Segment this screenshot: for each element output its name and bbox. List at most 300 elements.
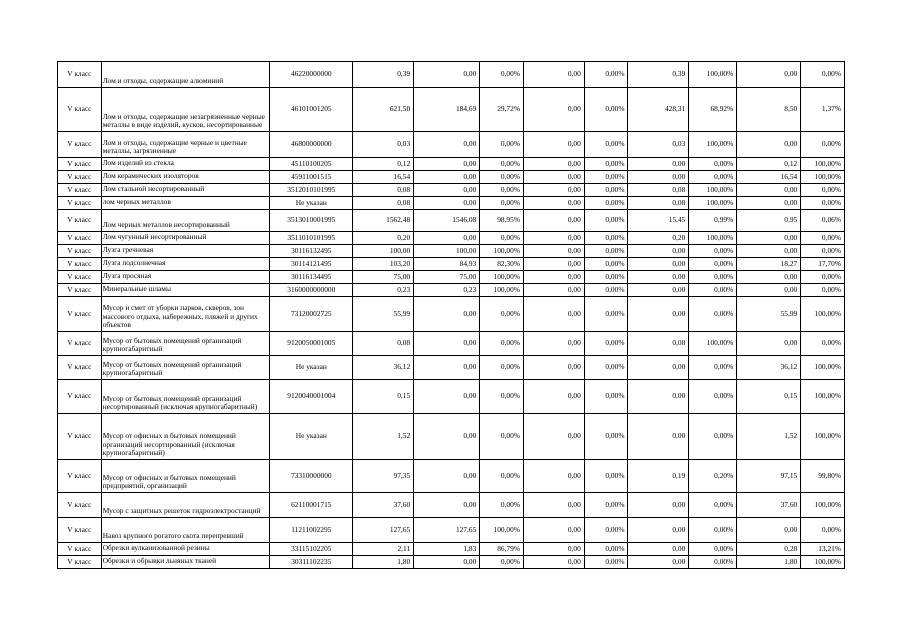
waste-name-cell: Лом стальной несортированный — [101, 184, 269, 197]
disposed-amount-cell: 0,00 — [737, 62, 801, 88]
fkko-code-cell: 30311102235 — [270, 556, 353, 569]
disposed-percent-cell: 100,00% — [801, 297, 845, 332]
fkko-code-cell: 33115102205 — [270, 543, 353, 556]
table-row — [58, 88, 845, 132]
transferred-amount-cell: 0,08 — [628, 197, 689, 210]
transferred-amount-cell: 0,00 — [628, 543, 689, 556]
transferred-percent-cell: 0,00% — [689, 493, 737, 518]
transferred-percent-cell: 0,99% — [689, 210, 737, 232]
table-row — [58, 210, 845, 232]
neutralized-percent-cell: 0,00% — [584, 171, 628, 184]
transferred-percent-cell: 0,00% — [689, 556, 737, 569]
fkko-code-cell: 73310000000 — [270, 460, 353, 493]
neutralized-amount-cell: 0,00 — [523, 556, 584, 569]
table-row — [58, 258, 845, 271]
waste-name-cell: Лом и отходы, содержащие алюминий — [101, 62, 269, 88]
neutralized-percent-cell: 0,00% — [584, 543, 628, 556]
disposed-amount-cell: 0,28 — [737, 543, 801, 556]
transferred-amount-cell: 0,00 — [628, 245, 689, 258]
table-row — [58, 414, 845, 460]
hazard-class-cell: V класс — [58, 245, 102, 258]
disposed-percent-cell: 100,00% — [801, 380, 845, 414]
waste-name-cell: Лом черных металлов несортированный — [101, 210, 269, 232]
total-amount-cell: 127,65 — [353, 518, 414, 543]
neutralized-percent-cell: 0,00% — [584, 271, 628, 284]
total-amount-cell: 0,15 — [353, 380, 414, 414]
neutralized-percent-cell: 0,00% — [584, 556, 628, 569]
fkko-code-cell: 11211002295 — [270, 518, 353, 543]
waste-name-cell: Обрезки вулканизованной резины — [101, 543, 269, 556]
utilized-percent-cell: 0,00% — [480, 158, 524, 171]
disposed-percent-cell: 0,00% — [801, 518, 845, 543]
utilized-amount-cell: 0,00 — [414, 184, 480, 197]
neutralized-amount-cell: 0,00 — [523, 271, 584, 284]
table-row — [58, 518, 845, 543]
hazard-class-cell: V класс — [58, 493, 102, 518]
hazard-class-cell: V класс — [58, 184, 102, 197]
transferred-amount-cell: 0,00 — [628, 518, 689, 543]
table-row — [58, 493, 845, 518]
neutralized-percent-cell: 0,00% — [584, 62, 628, 88]
table-row — [58, 380, 845, 414]
transferred-percent-cell: 100,00% — [689, 197, 737, 210]
total-amount-cell: 0,12 — [353, 158, 414, 171]
hazard-class-cell: V класс — [58, 258, 102, 271]
waste-name-cell: Лузга гречневая — [101, 245, 269, 258]
waste-name-cell: Мусор с защитных решеток гидроэлектростанций — [101, 493, 269, 518]
fkko-code-cell: Не указан — [270, 197, 353, 210]
total-amount-cell: 1,80 — [353, 556, 414, 569]
transferred-amount-cell: 0,00 — [628, 284, 689, 297]
total-amount-cell: 2,11 — [353, 543, 414, 556]
waste-name-cell: Лузга подсолнечная — [101, 258, 269, 271]
transferred-amount-cell: 0,00 — [628, 414, 689, 460]
transferred-amount-cell: 428,31 — [628, 88, 689, 132]
hazard-class-cell: V класс — [58, 62, 102, 88]
neutralized-amount-cell: 0,00 — [523, 132, 584, 158]
utilized-percent-cell: 0,00% — [480, 414, 524, 460]
fkko-code-cell: 3512010101995 — [270, 184, 353, 197]
utilized-amount-cell: 184,69 — [414, 88, 480, 132]
transferred-percent-cell: 100,00% — [689, 184, 737, 197]
total-amount-cell: 0,08 — [353, 184, 414, 197]
hazard-class-cell: V класс — [58, 543, 102, 556]
neutralized-amount-cell: 0,00 — [523, 284, 584, 297]
waste-name-cell: Лом изделий из стекла — [101, 158, 269, 171]
neutralized-amount-cell: 0,00 — [523, 332, 584, 356]
neutralized-amount-cell: 0,00 — [523, 356, 584, 380]
disposed-percent-cell: 100,00% — [801, 414, 845, 460]
utilized-percent-cell: 0,00% — [480, 332, 524, 356]
disposed-percent-cell: 17,70% — [801, 258, 845, 271]
total-amount-cell: 0,08 — [353, 332, 414, 356]
hazard-class-cell: V класс — [58, 158, 102, 171]
neutralized-percent-cell: 0,00% — [584, 380, 628, 414]
waste-table — [57, 61, 845, 569]
disposed-percent-cell: 100,00% — [801, 171, 845, 184]
utilized-amount-cell: 0,00 — [414, 414, 480, 460]
fkko-code-cell: Не указан — [270, 356, 353, 380]
neutralized-amount-cell: 0,00 — [523, 232, 584, 245]
utilized-percent-cell: 82,30% — [480, 258, 524, 271]
disposed-percent-cell: 100,00% — [801, 493, 845, 518]
waste-name-cell: Мусор от бытовых помещений организаций крупногабаритный — [101, 356, 269, 380]
hazard-class-cell: V класс — [58, 271, 102, 284]
utilized-percent-cell: 100,00% — [480, 271, 524, 284]
transferred-percent-cell: 0,00% — [689, 245, 737, 258]
table-row — [58, 245, 845, 258]
neutralized-amount-cell: 0,00 — [523, 380, 584, 414]
neutralized-percent-cell: 0,00% — [584, 284, 628, 297]
disposed-amount-cell: 0,00 — [737, 197, 801, 210]
neutralized-amount-cell: 0,00 — [523, 460, 584, 493]
transferred-amount-cell: 0,00 — [628, 380, 689, 414]
hazard-class-cell: V класс — [58, 380, 102, 414]
transferred-amount-cell: 0,19 — [628, 460, 689, 493]
transferred-percent-cell: 0,00% — [689, 414, 737, 460]
utilized-amount-cell: 84,93 — [414, 258, 480, 271]
transferred-amount-cell: 0,00 — [628, 158, 689, 171]
total-amount-cell: 0,03 — [353, 132, 414, 158]
transferred-amount-cell: 0,08 — [628, 184, 689, 197]
hazard-class-cell: V класс — [58, 284, 102, 297]
table-row — [58, 184, 845, 197]
disposed-amount-cell: 0,95 — [737, 210, 801, 232]
disposed-percent-cell: 0,06% — [801, 210, 845, 232]
hazard-class-cell: V класс — [58, 197, 102, 210]
fkko-code-cell: 3511010101995 — [270, 232, 353, 245]
waste-table-sheet — [57, 61, 845, 569]
utilized-percent-cell: 100,00% — [480, 245, 524, 258]
waste-name-cell: Лузга просяная — [101, 271, 269, 284]
neutralized-percent-cell: 0,00% — [584, 184, 628, 197]
neutralized-percent-cell: 0,00% — [584, 245, 628, 258]
neutralized-amount-cell: 0,00 — [523, 297, 584, 332]
waste-name-cell: Минеральные шламы — [101, 284, 269, 297]
neutralized-percent-cell: 0,00% — [584, 460, 628, 493]
transferred-percent-cell: 0,00% — [689, 380, 737, 414]
table-row — [58, 62, 845, 88]
transferred-amount-cell: 0,08 — [628, 332, 689, 356]
disposed-percent-cell: 100,00% — [801, 158, 845, 171]
transferred-percent-cell: 0,00% — [689, 518, 737, 543]
neutralized-amount-cell: 0,00 — [523, 158, 584, 171]
disposed-percent-cell: 0,00% — [801, 284, 845, 297]
utilized-amount-cell: 0,00 — [414, 332, 480, 356]
neutralized-percent-cell: 0,00% — [584, 197, 628, 210]
utilized-percent-cell: 100,00% — [480, 518, 524, 543]
table-row — [58, 197, 845, 210]
neutralized-amount-cell: 0,00 — [523, 184, 584, 197]
utilized-amount-cell: 1546,08 — [414, 210, 480, 232]
neutralized-amount-cell: 0,00 — [523, 543, 584, 556]
neutralized-percent-cell: 0,00% — [584, 158, 628, 171]
disposed-percent-cell: 100,00% — [801, 556, 845, 569]
waste-name-cell: Лом и отходы, содержащие черные и цветные металлы, загрязненные — [101, 132, 269, 158]
transferred-percent-cell: 0,00% — [689, 271, 737, 284]
disposed-percent-cell: 0,00% — [801, 271, 845, 284]
hazard-class-cell: V класс — [58, 518, 102, 543]
waste-name-cell: Мусор и смет от уборки парков, скверов, зон массового отдыха, набережных, пляжей и других объектов — [101, 297, 269, 332]
neutralized-percent-cell: 0,00% — [584, 518, 628, 543]
transferred-percent-cell: 0,20% — [689, 460, 737, 493]
table-row — [58, 297, 845, 332]
utilized-percent-cell: 0,00% — [480, 171, 524, 184]
utilized-percent-cell: 29,72% — [480, 88, 524, 132]
disposed-amount-cell: 0,15 — [737, 380, 801, 414]
table-body — [58, 62, 845, 569]
fkko-code-cell: 3160000000000 — [270, 284, 353, 297]
disposed-percent-cell: 13,21% — [801, 543, 845, 556]
table-row — [58, 171, 845, 184]
utilized-amount-cell: 0,00 — [414, 493, 480, 518]
disposed-amount-cell: 36,12 — [737, 356, 801, 380]
fkko-code-cell: 30114121495 — [270, 258, 353, 271]
total-amount-cell: 36,12 — [353, 356, 414, 380]
disposed-amount-cell: 0,00 — [737, 132, 801, 158]
total-amount-cell: 621,50 — [353, 88, 414, 132]
disposed-amount-cell: 0,00 — [737, 284, 801, 297]
neutralized-amount-cell: 0,00 — [523, 197, 584, 210]
hazard-class-cell: V класс — [58, 210, 102, 232]
total-amount-cell: 1562,48 — [353, 210, 414, 232]
disposed-amount-cell: 16,54 — [737, 171, 801, 184]
fkko-code-cell: 46220000000 — [270, 62, 353, 88]
total-amount-cell: 0,23 — [353, 284, 414, 297]
transferred-amount-cell: 0,00 — [628, 271, 689, 284]
total-amount-cell: 37,60 — [353, 493, 414, 518]
waste-name-cell: Лом керамических изоляторов — [101, 171, 269, 184]
utilized-percent-cell: 100,00% — [480, 284, 524, 297]
utilized-amount-cell: 1,83 — [414, 543, 480, 556]
fkko-code-cell: 9120050001005 — [270, 332, 353, 356]
hazard-class-cell: V класс — [58, 232, 102, 245]
hazard-class-cell: V класс — [58, 460, 102, 493]
hazard-class-cell: V класс — [58, 332, 102, 356]
hazard-class-cell: V класс — [58, 171, 102, 184]
disposed-amount-cell: 37,60 — [737, 493, 801, 518]
utilized-percent-cell: 0,00% — [480, 356, 524, 380]
table-row — [58, 332, 845, 356]
disposed-amount-cell: 1,52 — [737, 414, 801, 460]
utilized-amount-cell: 100,00 — [414, 245, 480, 258]
fkko-code-cell: 62110001715 — [270, 493, 353, 518]
neutralized-amount-cell: 0,00 — [523, 245, 584, 258]
hazard-class-cell: V класс — [58, 356, 102, 380]
waste-name-cell: лом черных металлов — [101, 197, 269, 210]
utilized-amount-cell: 0,23 — [414, 284, 480, 297]
utilized-amount-cell: 0,00 — [414, 297, 480, 332]
total-amount-cell: 0,20 — [353, 232, 414, 245]
table-row — [58, 356, 845, 380]
utilized-percent-cell: 0,00% — [480, 197, 524, 210]
waste-name-cell: Мусор от офисных и бытовых помещений организаций несортированный (исключая крупногабаритный) — [101, 414, 269, 460]
waste-name-cell: Лом и отходы, содержащие незагрязненные черные металлы в виде изделий, кусков, несортированные — [101, 88, 269, 132]
neutralized-percent-cell: 0,00% — [584, 414, 628, 460]
table-row — [58, 132, 845, 158]
transferred-amount-cell: 0,20 — [628, 232, 689, 245]
transferred-percent-cell: 100,00% — [689, 232, 737, 245]
utilized-amount-cell: 0,00 — [414, 158, 480, 171]
disposed-amount-cell: 0,12 — [737, 158, 801, 171]
transferred-amount-cell: 0,00 — [628, 258, 689, 271]
neutralized-percent-cell: 0,00% — [584, 88, 628, 132]
utilized-amount-cell: 0,00 — [414, 556, 480, 569]
transferred-percent-cell: 100,00% — [689, 132, 737, 158]
fkko-code-cell: 30116132495 — [270, 245, 353, 258]
utilized-amount-cell: 127,65 — [414, 518, 480, 543]
utilized-percent-cell: 0,00% — [480, 184, 524, 197]
total-amount-cell: 100,00 — [353, 245, 414, 258]
neutralized-amount-cell: 0,00 — [523, 493, 584, 518]
transferred-percent-cell: 0,00% — [689, 543, 737, 556]
neutralized-amount-cell: 0,00 — [523, 258, 584, 271]
neutralized-amount-cell: 0,00 — [523, 171, 584, 184]
utilized-amount-cell: 0,00 — [414, 132, 480, 158]
utilized-percent-cell: 0,00% — [480, 556, 524, 569]
total-amount-cell: 0,08 — [353, 197, 414, 210]
table-row — [58, 284, 845, 297]
utilized-percent-cell: 0,00% — [480, 460, 524, 493]
fkko-code-cell: 73120002725 — [270, 297, 353, 332]
disposed-amount-cell: 0,00 — [737, 332, 801, 356]
transferred-amount-cell: 0,00 — [628, 356, 689, 380]
transferred-percent-cell: 0,00% — [689, 356, 737, 380]
fkko-code-cell: 45110100205 — [270, 158, 353, 171]
table-row — [58, 556, 845, 569]
total-amount-cell: 97,35 — [353, 460, 414, 493]
transferred-amount-cell: 0,00 — [628, 171, 689, 184]
total-amount-cell: 55,99 — [353, 297, 414, 332]
transferred-amount-cell: 0,39 — [628, 62, 689, 88]
utilized-percent-cell: 0,00% — [480, 232, 524, 245]
transferred-percent-cell: 0,00% — [689, 284, 737, 297]
fkko-code-cell: Не указан — [270, 414, 353, 460]
utilized-percent-cell: 0,00% — [480, 62, 524, 88]
disposed-amount-cell: 0,00 — [737, 518, 801, 543]
transferred-amount-cell: 0,03 — [628, 132, 689, 158]
neutralized-amount-cell: 0,00 — [523, 62, 584, 88]
disposed-amount-cell: 0,00 — [737, 245, 801, 258]
neutralized-percent-cell: 0,00% — [584, 356, 628, 380]
waste-name-cell: Мусор от бытовых помещений организаций крупногабаритный — [101, 332, 269, 356]
transferred-amount-cell: 0,00 — [628, 493, 689, 518]
transferred-amount-cell: 15,45 — [628, 210, 689, 232]
waste-name-cell: Лом чугунный несортированный — [101, 232, 269, 245]
neutralized-percent-cell: 0,00% — [584, 132, 628, 158]
hazard-class-cell: V класс — [58, 556, 102, 569]
utilized-amount-cell: 0,00 — [414, 171, 480, 184]
neutralized-amount-cell: 0,00 — [523, 518, 584, 543]
disposed-percent-cell: 0,00% — [801, 332, 845, 356]
neutralized-amount-cell: 0,00 — [523, 210, 584, 232]
table-row — [58, 271, 845, 284]
disposed-amount-cell: 8,50 — [737, 88, 801, 132]
disposed-amount-cell: 18,27 — [737, 258, 801, 271]
total-amount-cell: 1,52 — [353, 414, 414, 460]
hazard-class-cell: V класс — [58, 88, 102, 132]
waste-name-cell: Навоз крупного рогатого скота перепревший — [101, 518, 269, 543]
waste-name-cell: Мусор от офисных и бытовых помещений предприятий, организаций — [101, 460, 269, 493]
fkko-code-cell: 30116134495 — [270, 271, 353, 284]
utilized-amount-cell: 0,00 — [414, 62, 480, 88]
utilized-percent-cell: 98,95% — [480, 210, 524, 232]
transferred-percent-cell: 0,00% — [689, 297, 737, 332]
table-row — [58, 543, 845, 556]
disposed-amount-cell: 0,00 — [737, 232, 801, 245]
total-amount-cell: 103,20 — [353, 258, 414, 271]
disposed-amount-cell: 97,15 — [737, 460, 801, 493]
disposed-percent-cell: 0,00% — [801, 245, 845, 258]
total-amount-cell: 16,54 — [353, 171, 414, 184]
disposed-percent-cell: 1,37% — [801, 88, 845, 132]
table-row — [58, 158, 845, 171]
utilized-amount-cell: 0,00 — [414, 460, 480, 493]
hazard-class-cell: V класс — [58, 297, 102, 332]
disposed-percent-cell: 0,00% — [801, 197, 845, 210]
fkko-code-cell: 46800000000 — [270, 132, 353, 158]
transferred-percent-cell: 0,00% — [689, 158, 737, 171]
transferred-percent-cell: 0,00% — [689, 258, 737, 271]
utilized-amount-cell: 0,00 — [414, 232, 480, 245]
total-amount-cell: 0,39 — [353, 62, 414, 88]
neutralized-percent-cell: 0,00% — [584, 232, 628, 245]
transferred-percent-cell: 100,00% — [689, 332, 737, 356]
neutralized-percent-cell: 0,00% — [584, 332, 628, 356]
disposed-percent-cell: 0,00% — [801, 132, 845, 158]
transferred-percent-cell: 68,92% — [689, 88, 737, 132]
fkko-code-cell: 45911001515 — [270, 171, 353, 184]
disposed-amount-cell: 1,80 — [737, 556, 801, 569]
total-amount-cell: 75,00 — [353, 271, 414, 284]
utilized-percent-cell: 0,00% — [480, 493, 524, 518]
disposed-amount-cell: 0,00 — [737, 271, 801, 284]
table-row — [58, 460, 845, 493]
transferred-percent-cell: 100,00% — [689, 62, 737, 88]
neutralized-percent-cell: 0,00% — [584, 493, 628, 518]
fkko-code-cell: 46101001205 — [270, 88, 353, 132]
disposed-percent-cell: 99,80% — [801, 460, 845, 493]
neutralized-percent-cell: 0,00% — [584, 258, 628, 271]
transferred-percent-cell: 0,00% — [689, 171, 737, 184]
neutralized-amount-cell: 0,00 — [523, 88, 584, 132]
disposed-percent-cell: 0,00% — [801, 232, 845, 245]
neutralized-percent-cell: 0,00% — [584, 297, 628, 332]
hazard-class-cell: V класс — [58, 414, 102, 460]
transferred-amount-cell: 0,00 — [628, 556, 689, 569]
utilized-amount-cell: 0,00 — [414, 197, 480, 210]
table-row — [58, 232, 845, 245]
utilized-amount-cell: 75,00 — [414, 271, 480, 284]
neutralized-percent-cell: 0,00% — [584, 210, 628, 232]
fkko-code-cell: 3513010001995 — [270, 210, 353, 232]
transferred-amount-cell: 0,00 — [628, 297, 689, 332]
neutralized-amount-cell: 0,00 — [523, 414, 584, 460]
utilized-percent-cell: 0,00% — [480, 297, 524, 332]
utilized-percent-cell: 0,00% — [480, 380, 524, 414]
utilized-amount-cell: 0,00 — [414, 356, 480, 380]
utilized-percent-cell: 86,79% — [480, 543, 524, 556]
waste-name-cell: Обрезки и обрывки льняных тканей — [101, 556, 269, 569]
disposed-percent-cell: 0,00% — [801, 62, 845, 88]
utilized-amount-cell: 0,00 — [414, 380, 480, 414]
disposed-amount-cell: 55,99 — [737, 297, 801, 332]
waste-name-cell: Мусор от бытовых помещений организаций несортированный (исключая крупногабаритный) — [101, 380, 269, 414]
disposed-percent-cell: 100,00% — [801, 356, 845, 380]
fkko-code-cell: 9120040001004 — [270, 380, 353, 414]
disposed-percent-cell: 0,00% — [801, 184, 845, 197]
hazard-class-cell: V класс — [58, 132, 102, 158]
